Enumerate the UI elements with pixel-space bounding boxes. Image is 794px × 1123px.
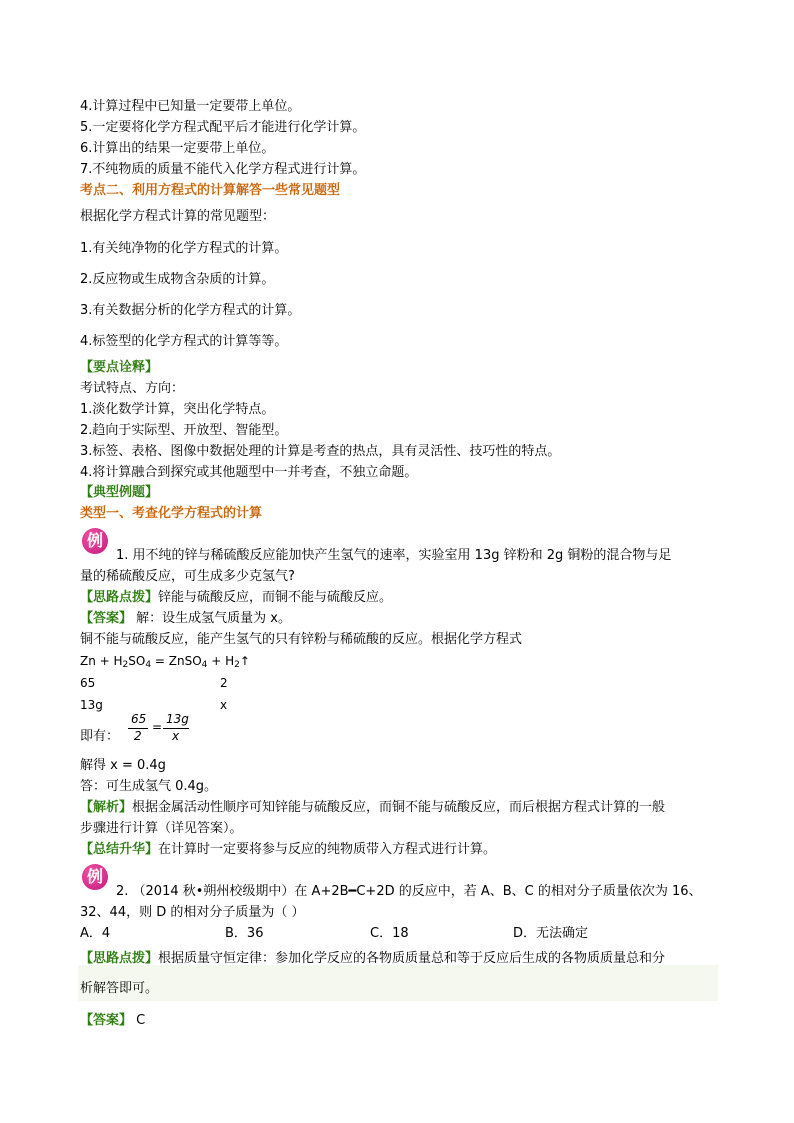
list-item: 4.标签型的化学方程式的计算等等。 xyxy=(80,334,288,349)
hint-line: 析解答即可。 xyxy=(80,981,159,996)
summary-line xyxy=(80,841,496,859)
list-item: 2.趋向于实际型、开放型、智能型。 xyxy=(80,423,288,438)
solve-line: 解得 x = 0.4g xyxy=(80,758,166,773)
example-badge-icon: 例 xyxy=(82,528,108,554)
eq-sub: 2 xyxy=(234,660,240,670)
list-item: 3.有关数据分析的化学方程式的计算。 xyxy=(80,303,301,318)
answer-text: C xyxy=(132,1013,146,1028)
answer-line xyxy=(80,1012,145,1030)
option-c: C．18 xyxy=(370,926,409,941)
analysis-line: 步骤进行计算（详见答案）。 xyxy=(80,821,243,836)
fraction-denominator: 2 xyxy=(134,729,142,743)
hint-text: 根据质量守恒定律：参加化学反应的各物质质量总和等于反应后生成的各物质质量总和分 xyxy=(158,951,666,966)
section-title: 考点二、利用方程式的计算解答一些常见题型 xyxy=(80,183,341,198)
list-item: 1.淡化数学计算，突出化学特点。 xyxy=(80,402,275,417)
mass-value: x xyxy=(220,698,228,712)
answer-text: 解：设生成氢气质量为 x。 xyxy=(132,611,291,626)
type1-title: 类型一、考查化学方程式的计算 xyxy=(80,506,263,521)
answer-label: 【答案】 xyxy=(80,611,133,626)
text-line: 6.计算出的结果一定要带上单位。 xyxy=(80,141,275,156)
eq-part: SO xyxy=(128,654,146,668)
hint-label: 【思路点拨】 xyxy=(80,951,159,966)
eq-sub: 4 xyxy=(201,660,208,670)
ratio-label: 即有： xyxy=(80,729,120,744)
mass-value: 65 xyxy=(80,676,96,690)
fraction-equals: = xyxy=(152,720,163,734)
typical-examples-label: 【典型例题】 xyxy=(80,485,159,500)
text-line: 铜不能与硫酸反应，能产生氢气的只有锌粉与稀硫酸的反应。根据化学方程式 xyxy=(80,632,523,647)
question-text: 2. （2014 秋•朔州校级期中）在 A+2B━C+2D 的反应中，若 A、B、C 的相对分子质量依次为 16、 xyxy=(116,884,702,899)
eq-sub: 4 xyxy=(145,660,152,670)
fraction-denominator: x xyxy=(172,729,180,743)
list-item: 1.有关纯净物的化学方程式的计算。 xyxy=(80,241,288,256)
option-d: D．无法确定 xyxy=(513,926,589,941)
list-item: 4.将计算融合到探究或其他题型中一并考查，不独立命题。 xyxy=(80,465,418,480)
analysis-text: 根据金属活动性顺序可知锌能与硫酸反应，而铜不能与硫酸反应，而后根据方程式计算的一般 xyxy=(132,800,666,815)
hint-text: 锌能与硫酸反应，而铜不能与硫酸反应。 xyxy=(158,590,393,605)
summary-text: 在计算时一定要将参与反应的纯物质带入方程式进行计算。 xyxy=(158,842,497,857)
hint-line xyxy=(80,950,665,968)
text-line: 5.一定要将化学方程式配平后才能进行化学计算。 xyxy=(80,120,366,135)
eq-part: + H xyxy=(207,654,235,668)
mass-value: 13g xyxy=(80,698,103,712)
option-a: A．4 xyxy=(80,926,111,941)
question-text: 量的稀硫酸反应，可生成多少克氢气? xyxy=(80,569,295,584)
final-answer: 答：可生成氢气 0.4g。 xyxy=(80,779,218,794)
fraction-numerator: 65 xyxy=(131,712,147,726)
hint-label: 【思路点拨】 xyxy=(80,590,159,605)
gas-arrow-icon: ↑ xyxy=(239,654,250,668)
text-line: 考试特点、方向： xyxy=(80,381,185,396)
analysis-line xyxy=(80,799,665,817)
analysis-label: 【解析】 xyxy=(80,800,133,815)
question-text: 1. 用不纯的锌与稀硫酸反应能加快产生氢气的速率，实验室用 13g 锌粉和 2g 铜粉的混合物与足 xyxy=(116,548,672,563)
example-badge-icon: 例 xyxy=(82,864,108,890)
hint-shade xyxy=(78,965,718,1001)
list-item: 3.标签、表格、图像中数据处理的计算是考查的热点，具有灵活性、技巧性的特点。 xyxy=(80,444,561,459)
mass-value: 2 xyxy=(220,676,228,690)
question-text: 32、44，则 D 的相对分子质量为（ ） xyxy=(80,905,305,920)
hint-line xyxy=(80,589,392,607)
text-line: 7.不纯物质的质量不能代入化学方程式进行计算。 xyxy=(80,162,366,177)
list-item: 2.反应物或生成物含杂质的计算。 xyxy=(80,272,275,287)
chemical-equation xyxy=(80,652,250,674)
eq-part: Zn + H xyxy=(80,654,123,668)
text-line: 4.计算过程中已知量一定要带上单位。 xyxy=(80,99,301,114)
answer-label: 【答案】 xyxy=(80,1013,133,1028)
eq-part: = ZnSO xyxy=(151,654,202,668)
fraction-numerator: 13g xyxy=(166,712,189,726)
summary-label: 【总结升华】 xyxy=(80,842,159,857)
option-b: B．36 xyxy=(225,926,264,941)
text-line: 根据化学方程式计算的常见题型： xyxy=(80,209,276,224)
answer-line xyxy=(80,610,291,628)
eq-sub: 2 xyxy=(122,660,129,670)
key-points-label: 【要点诠释】 xyxy=(80,360,159,375)
